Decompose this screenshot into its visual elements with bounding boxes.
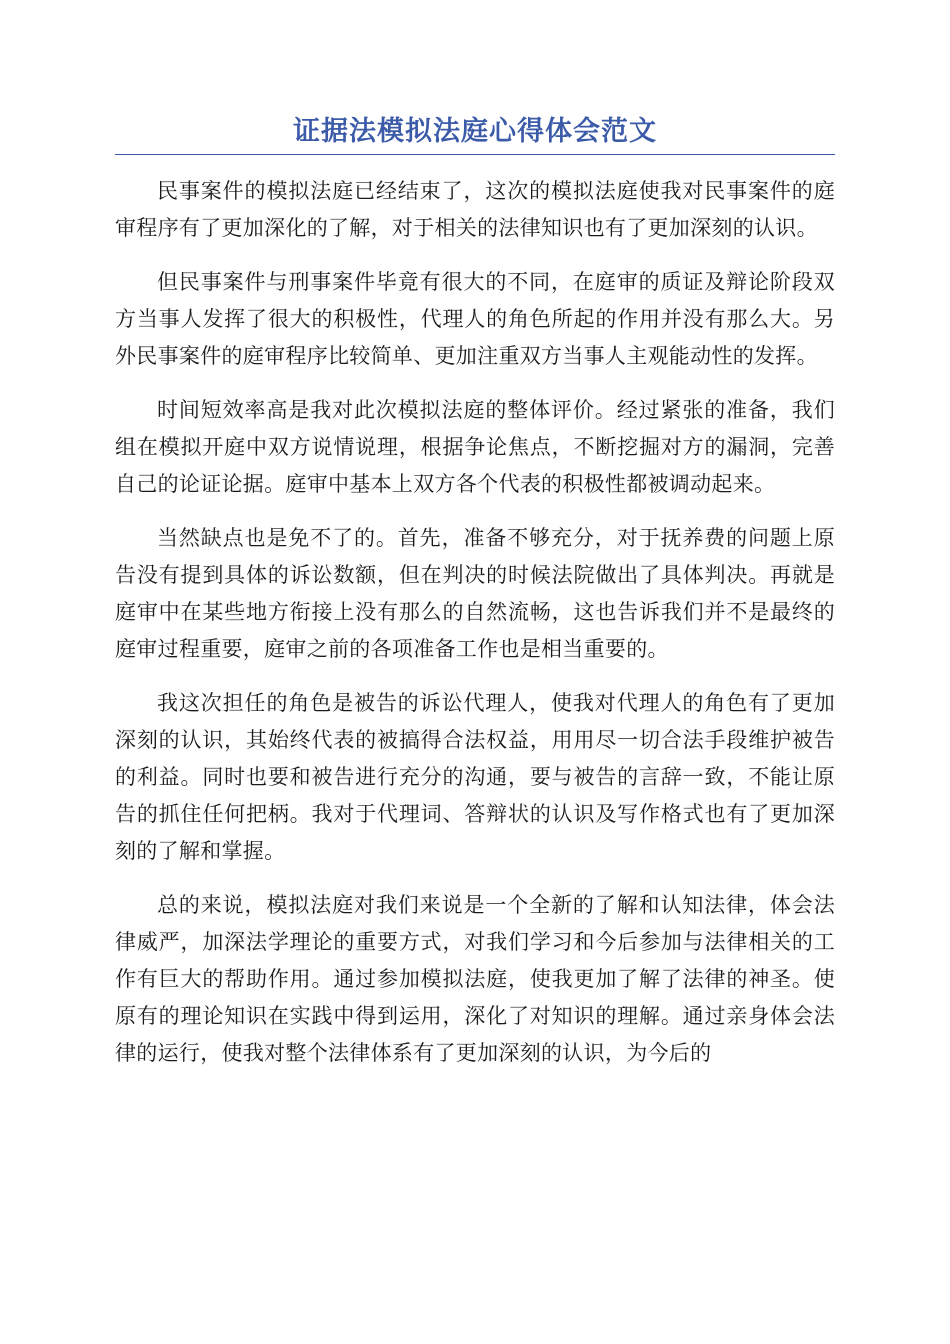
paragraph-1: 民事案件的模拟法庭已经结束了，这次的模拟法庭使我对民事案件的庭审程序有了更加深化的了解，对于相关的法律知识也有了更加深刻的认识。 — [115, 179, 835, 240]
paragraph-6: 总的来说，模拟法庭对我们来说是一个全新的了解和认知法律，体会法律威严，加深法学理论的重要方式，对我们学习和今后参加与法律相关的工作有巨大的帮助作用。通过参加模拟法庭，使我更加了解了法律的神圣。使原有的理论知识在实践中得到运用，深化了对知识的理解。通过亲身体会法律的运行，使我对整个法律体系有了更加深刻的认识，为今后的 — [115, 893, 835, 1065]
paragraph-4: 当然缺点也是免不了的。首先，准备不够充分，对于抚养费的问题上原告没有提到具体的诉讼数额，但在判决的时候法院做出了具体判决。再就是庭审中在某些地方衔接上没有那么的自然流畅，这也告诉我们并不是最终的庭审过程重要，庭审之前的各项准备工作也是相当重要的。 — [115, 526, 835, 661]
paragraph-2: 但民事案件与刑事案件毕竟有很大的不同，在庭审的质证及辩论阶段双方当事人发挥了很大的积极性，代理人的角色所起的作用并没有那么大。另外民事案件的庭审程序比较简单、更加注重双方当事人主观能动性的发挥。 — [115, 270, 835, 368]
paragraph-5: 我这次担任的角色是被告的诉讼代理人，使我对代理人的角色有了更加深刻的认识，其始终代表的被搞得合法权益，用用尽一切合法手段维护被告的利益。同时也要和被告进行充分的沟通，要与被告的言辞一致，不能让原告的抓住任何把柄。我对于代理词、答辩状的认识及写作格式也有了更加深刻的了解和掌握。 — [115, 691, 835, 863]
title-underline — [115, 154, 835, 155]
paragraph-3: 时间短效率高是我对此次模拟法庭的整体评价。经过紧张的准备，我们组在模拟开庭中双方说情说理，根据争论焦点，不断挖掘对方的漏洞，完善自己的论证论据。庭审中基本上双方各个代表的积极性都被调动起来。 — [115, 398, 835, 496]
document-body — [115, 173, 835, 1089]
document-title: 证据法模拟法庭心得体会范文 — [293, 116, 657, 147]
